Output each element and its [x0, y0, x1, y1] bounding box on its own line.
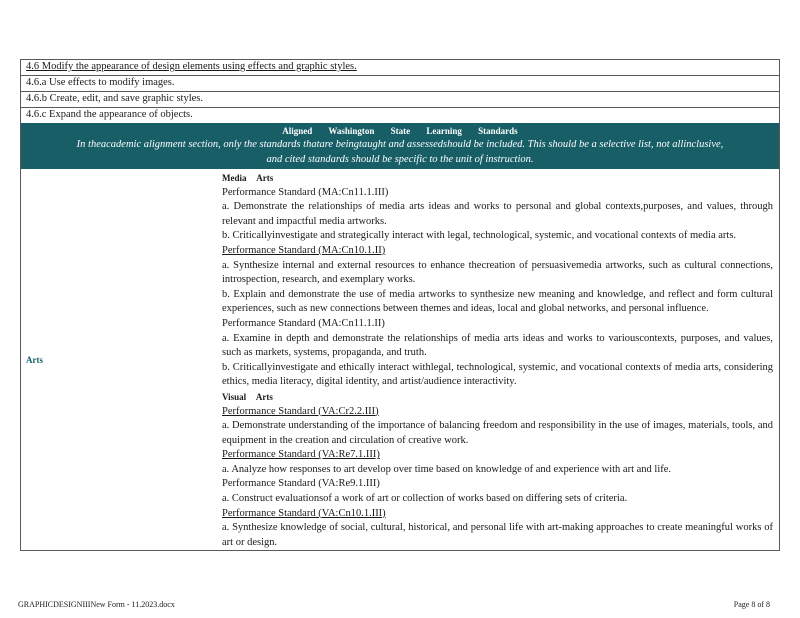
banner-title: Aligned Washington State Learning Standards — [282, 126, 518, 136]
objective-text: 4.6.a Use effects to modify images. — [26, 77, 175, 88]
standard-item: b. Explain and demonstrate the use of media artworks to synthesize new meaning and knowledge, and reflect and form cultural experiences, such as new connections between themes and ideas, local and global networks, and personal influence. — [222, 288, 773, 315]
performance-standard: Performance Standard (VA:Cn10.1.III) — [222, 507, 386, 519]
subject-cell — [21, 169, 216, 550]
standard-item: a. Synthesize knowledge of social, cultural, historical, and personal life with art-making approaches to create meaningful works of art or design. — [222, 522, 773, 548]
standard-item: b. Criticallyinvestigate and strategically interact with legal, technological, systemic, and vocational contexts of media arts. — [222, 230, 737, 242]
performance-standard: Performance Standard (MA:Cn10.1.II) — [222, 244, 386, 256]
subject-label: Arts — [26, 354, 43, 365]
standard-item: a. Demonstrate understanding of the importance of balancing freedom and responsibility in the use of images, materials, tools, and equipment in the creation and circulation of creative work. — [222, 420, 773, 446]
standard-item: a. Demonstrate the relationships of media arts ideas and works to personal and global contexts,purposes, and values, through relevant and impactful media artworks. — [222, 201, 773, 227]
standards-body — [21, 169, 779, 551]
performance-standard: Performance Standard (MA:Cn11.1.II) — [222, 317, 385, 329]
performance-standard: Performance Standard (MA:Cn11.1.III) — [222, 186, 389, 198]
standard-item: a. Analyze how responses to art develop over time based on knowledge of and experience with art and life. — [222, 463, 672, 475]
section-heading: Media Arts — [222, 173, 274, 183]
standard-item: a. Construct evaluationsof a work of art or collection of works based on differing sets of criteria. — [222, 493, 628, 505]
performance-standard: Performance Standard (VA:Re9.1.III) — [222, 478, 380, 490]
banner-note-line2: and cited standards should be specific to the unit of instruction. — [266, 153, 534, 165]
aligned-standards-banner — [21, 123, 779, 169]
standard-item: a. Examine in depth and demonstrate the relationships of media arts ideas and works to variouscontexts, purposes, and values, such as markets, systems, propaganda, and truth. — [222, 332, 773, 359]
objective-4-6-b — [21, 92, 779, 108]
standards-table — [20, 59, 780, 551]
banner-note-line1: In theacademic alignment section, only the standards thatare beingtaught and assessedshould be included. This should be a selective list, not allinclusive, — [76, 139, 724, 150]
objective-4-6 — [21, 60, 779, 76]
footer-page-number: Page 8 of 8 — [733, 600, 770, 609]
objective-text: 4.6.c Expand the appearance of objects. — [26, 109, 193, 120]
section-heading: Visual Arts — [222, 391, 273, 402]
objective-4-6-c — [21, 108, 779, 123]
objective-4-6-a — [21, 76, 779, 92]
performance-standard: Performance Standard (VA:Re7.1.III) — [222, 449, 380, 461]
performance-standard: Performance Standard (VA:Cr2.2.III) — [222, 405, 379, 417]
objective-text: 4.6 Modify the appearance of design elements using effects and graphic styles. — [26, 61, 357, 72]
standard-item: b. Criticallyinvestigate and ethically interact withlegal, technological, systemic, and vocational contexts of media arts, considering ethics, media literacy, digital identity, and artist/audience interactivity. — [222, 361, 773, 388]
objective-text: 4.6.b Create, edit, and save graphic styles. — [26, 93, 203, 104]
standard-item: a. Synthesize internal and external resources to enhance thecreation of persuasivemedia artworks, such as cultural connections, introspection, research, and exemplary works. — [222, 259, 773, 286]
footer-filename: GRAPHICDESIGNIIINew Form - 11.2023.docx — [18, 600, 175, 609]
standards-list — [216, 169, 779, 550]
